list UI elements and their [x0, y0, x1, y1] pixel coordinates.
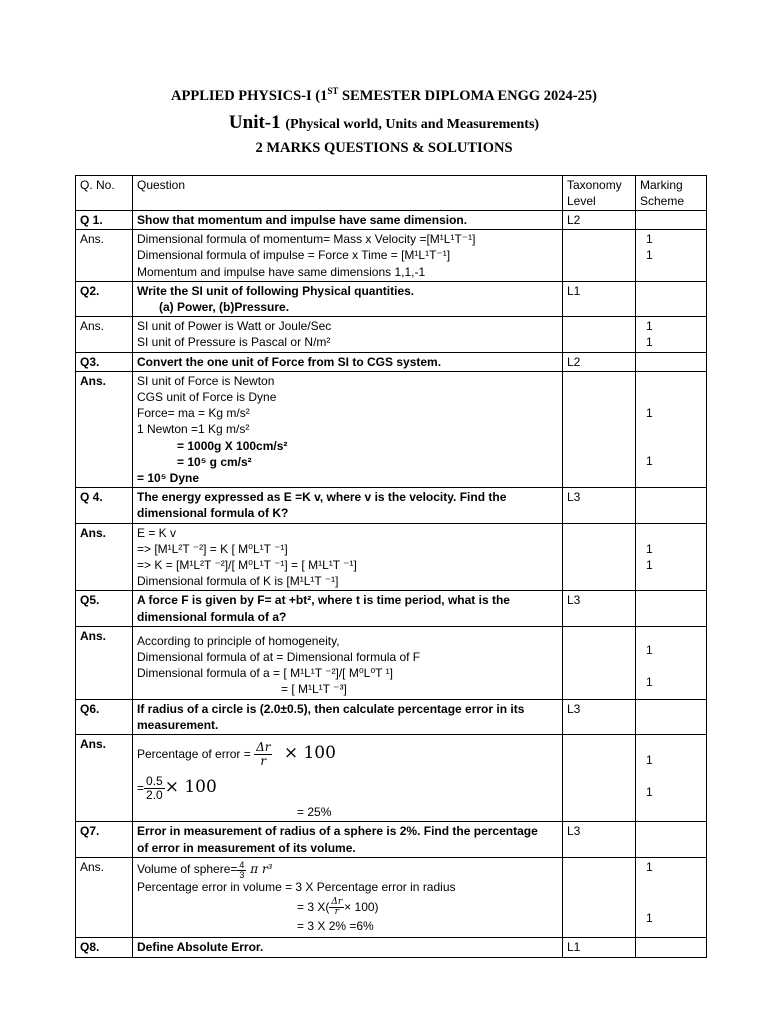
question-text: Define Absolute Error. [133, 938, 563, 957]
header-marking: Marking Scheme [636, 176, 707, 211]
table-row [76, 230, 707, 282]
answer-text: Dimensional formula of momentum= Mass x Velocity =[M¹L¹T⁻¹] Dimensional formula of impulse = Force x Time = [M¹L¹T⁻¹] Momentum and impulse have same dimensions 1,1,-1 [133, 230, 563, 282]
question-text: Show that momentum and impulse have same dimension. [133, 211, 563, 230]
taxonomy-level [563, 858, 636, 938]
question-number: Q 1. [76, 211, 133, 230]
table-row [76, 281, 707, 316]
marking-cell: 1 1 [636, 317, 707, 352]
question-text: A force F is given by F= at +bt², where t is time period, what is the dimensional formula of a? [133, 591, 563, 626]
percentage-error-formula: Percentage of error = $\frac{\Delta r}{r}$ × 100 [137, 740, 336, 769]
answer-text: E = K v => [M¹L²T ⁻²] = K [ M⁰L¹T ⁻¹] => K = [M¹L²T ⁻²]/[ M⁰L¹T ⁻¹] = [ M¹L¹T ⁻¹] Dimensional formula of K is [M¹L¹T ⁻¹] [133, 523, 563, 591]
question-text: The energy expressed as E =K v, where v is the velocity. Find the dimensional formula of K? [133, 488, 563, 523]
delta-r-over-r-small-fraction: $\frac{\Delta r}{r}$ [331, 896, 343, 917]
marking-cell: 1 1 [636, 230, 707, 282]
table-row [76, 352, 707, 371]
question-text: Error in measurement of radius of a sphere is 2%. Find the percentage of error in measurement of its volume. [133, 822, 563, 858]
answer-label: Ans. [76, 230, 133, 282]
table-row [76, 488, 707, 523]
taxonomy-level [563, 626, 636, 699]
answer-label: Ans. [76, 523, 133, 591]
marking-cell: 1 1 [636, 371, 707, 487]
table-row [76, 591, 707, 626]
marking-cell: 1 1 [636, 858, 707, 938]
taxonomy-level [563, 230, 636, 282]
marking-cell [636, 591, 707, 626]
table-row [76, 699, 707, 734]
taxonomy-level [563, 317, 636, 352]
table-header-row [76, 176, 707, 211]
volume-formula: Volume of sphere= $\frac{4}{3}$ π r³ [137, 859, 273, 880]
question-number: Q 4. [76, 488, 133, 523]
question-text: Convert the one unit of Force from SI to CGS system. [133, 352, 563, 371]
answer-label: Ans. [76, 858, 133, 938]
table-row [76, 938, 707, 957]
answer-text: According to principle of homogeneity, Dimensional formula of at = Dimensional formula of F Dimensional formula of a = [ M¹L¹T ⁻²]/[ M⁰L⁰T ¹] = [ M¹L¹T ⁻³] [133, 626, 563, 699]
four-thirds-fraction: $\frac{4}{3}$ [239, 859, 245, 880]
marking-cell: 1 1 [636, 626, 707, 699]
marking-cell [636, 281, 707, 316]
question-text: Write the SI unit of following Physical quantities. (a) Power, (b)Pressure. [133, 281, 563, 316]
questions-table [75, 175, 707, 958]
question-text: If radius of a circle is (2.0±0.5), then calculate percentage error in its measurement. [133, 699, 563, 734]
value-fraction: $\frac{0.5}{2.0}$ [146, 774, 163, 803]
question-number: Q3. [76, 352, 133, 371]
marking-cell: 1 1 [636, 735, 707, 822]
header-qno: Q. No. [76, 176, 133, 211]
taxonomy-level: L2 [563, 211, 636, 230]
answer-text: Percentage of error = $\frac{\Delta r}{r}$ × 100 = $\frac{0.5}{2.0}$ × 100 = 25% [133, 735, 563, 822]
table-row [76, 317, 707, 352]
answer-label: Ans. [76, 317, 133, 352]
answer-text: SI unit of Power is Watt or Joule/Sec SI unit of Pressure is Pascal or N/m² [133, 317, 563, 352]
taxonomy-level: L3 [563, 822, 636, 858]
table-row [76, 626, 707, 699]
volume-error-formula: = 3 X( $\frac{\Delta r}{r}$ × 100) [297, 896, 379, 917]
table-row [76, 735, 707, 822]
taxonomy-level [563, 523, 636, 591]
marking-cell [636, 822, 707, 858]
marking-cell: 1 1 [636, 523, 707, 591]
unit-title: Unit-1 (Physical world, Units and Measurements) [228, 112, 540, 133]
answer-text: Volume of sphere= $\frac{4}{3}$ π r³ Percentage error in volume = 3 X Percentage error in radius = 3 X( $\frac{\Delta r}{r}$ × 100) = 3 X 2% =6% [133, 858, 563, 938]
taxonomy-level: L3 [563, 699, 636, 734]
section-title: 2 MARKS QUESTIONS & SOLUTIONS [255, 140, 513, 156]
marking-cell [636, 488, 707, 523]
answer-label: Ans. [76, 735, 133, 822]
answer-text: SI unit of Force is Newton CGS unit of Force is Dyne Force= ma = Kg m/s² 1 Newton =1 Kg m/s² = 1000g X 100cm/s² = 10⁵ g cm/s² = 10⁵ Dyne [133, 371, 563, 487]
question-number: Q2. [76, 281, 133, 316]
answer-label: Ans. [76, 371, 133, 487]
header-taxonomy: Taxonomy Level [563, 176, 636, 211]
taxonomy-level [563, 735, 636, 822]
header-question: Question [133, 176, 563, 211]
table-row [76, 822, 707, 858]
table-row [76, 523, 707, 591]
marking-cell [636, 352, 707, 371]
answer-label: Ans. [76, 626, 133, 699]
question-number: Q5. [76, 591, 133, 626]
marking-cell [636, 699, 707, 734]
question-number: Q6. [76, 699, 133, 734]
document-title: APPLIED PHYSICS-I (1ST SEMESTER DIPLOMA ENGG 2024-25) [171, 86, 597, 104]
marking-cell [636, 211, 707, 230]
question-number: Q7. [76, 822, 133, 858]
taxonomy-level: L1 [563, 938, 636, 957]
table-row [76, 858, 707, 938]
table-row [76, 211, 707, 230]
question-number: Q8. [76, 938, 133, 957]
taxonomy-level [563, 371, 636, 487]
delta-r-over-r-fraction: $\frac{\Delta r}{r}$ [256, 740, 271, 769]
taxonomy-level: L1 [563, 281, 636, 316]
table-row [76, 371, 707, 487]
percentage-error-substitution: = $\frac{0.5}{2.0}$ × 100 [137, 774, 217, 803]
taxonomy-level: L3 [563, 488, 636, 523]
taxonomy-level: L3 [563, 591, 636, 626]
taxonomy-level: L2 [563, 352, 636, 371]
marking-cell [636, 938, 707, 957]
